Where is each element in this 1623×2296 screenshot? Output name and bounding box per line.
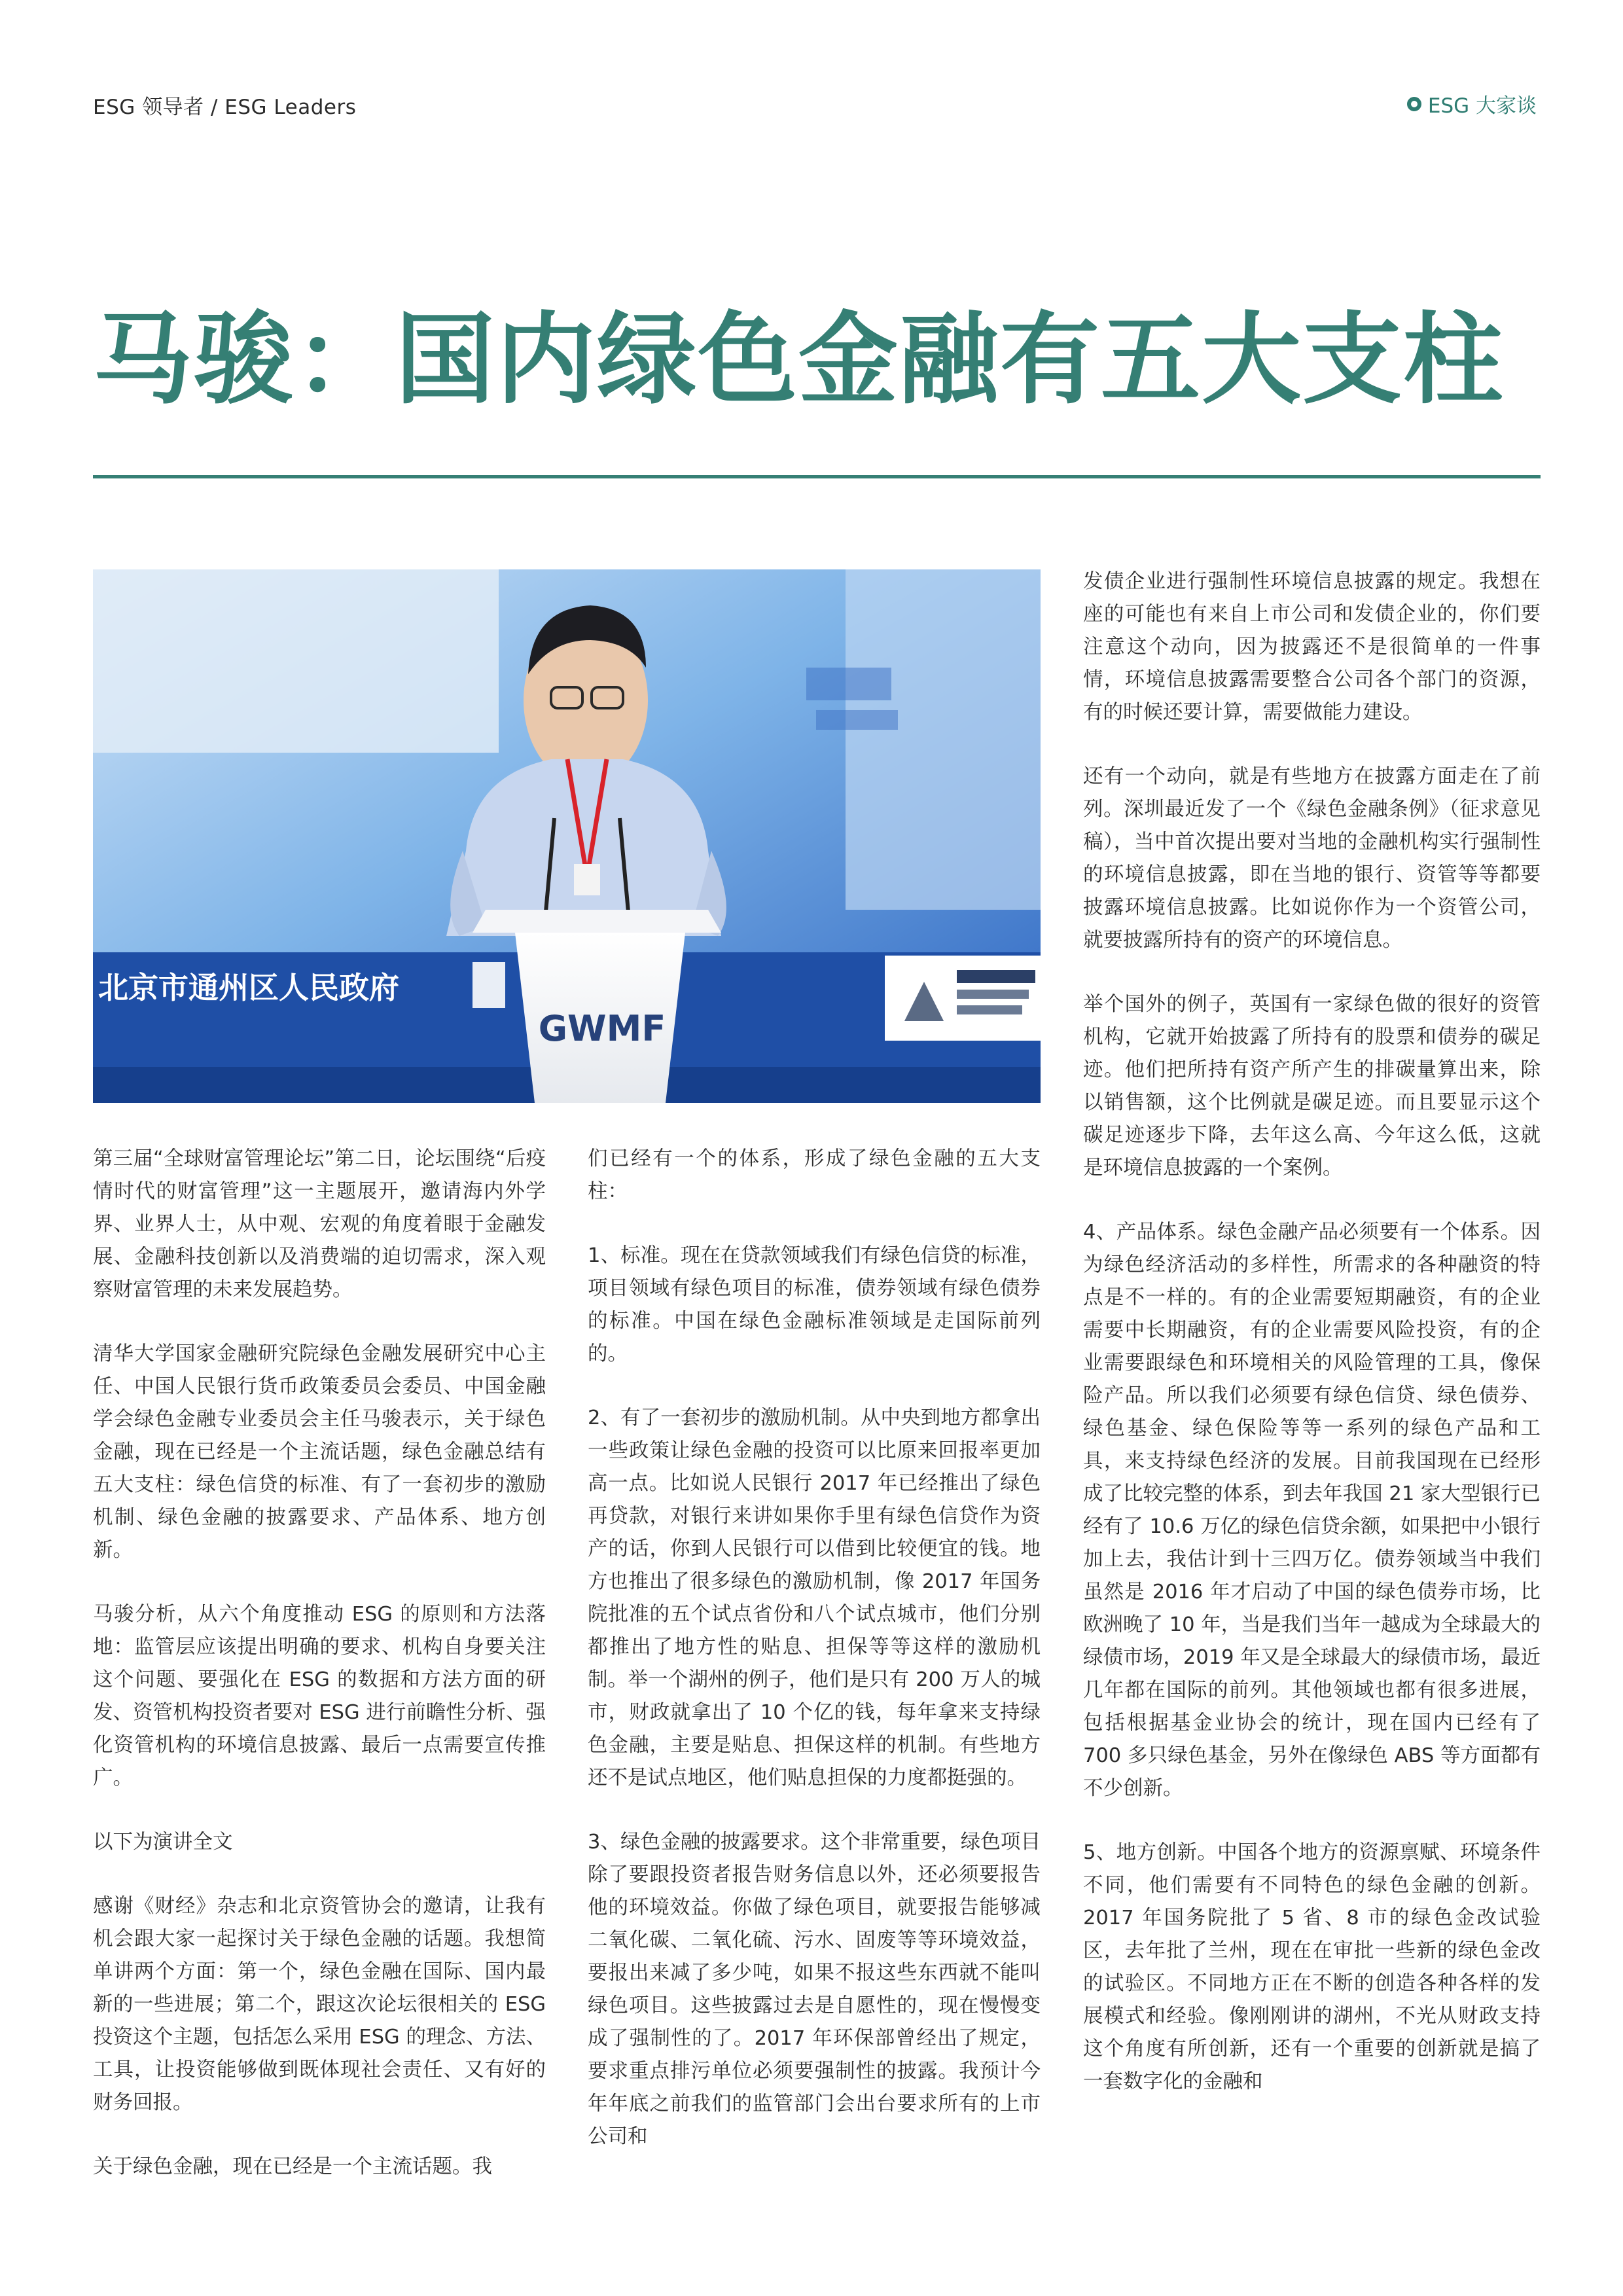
paragraph: 举个国外的例子，英国有一家绿色做的很好的资管机构，它就开始披露了所持有的股票和债券的碳足迹。他们把所持有资产所产生的排碳量算出来，除以销售额，这个比例就是碳足迹。而且要显示这个碳足迹逐步下降，去年这么高、今年这么低，这就是环境信息披露的一个案例。 — [1083, 993, 1541, 1179]
paragraph: 们已经有一个的体系，形成了绿色金融的五大支柱： — [588, 1147, 1041, 1203]
paragraph: 5、地方创新。中国各个地方的资源禀赋、环境条件不同，他们需要有不同特色的绿色金融的创新。2017 年国务院批了 5 省、8 市的绿色金改试验区，去年批了兰州，现在在审批一些新的绿色金改的试验区。不同地方正在不断的创造各种各样的发展模式和经验。像刚刚讲的湖州，不光从财政支持这个角度有所创新，还有一个重要的创新就是搞了一套数字化的金融和 — [1083, 1841, 1541, 2093]
paragraph: 马骏分析，从六个角度推动 ESG 的原则和方法落地：监管层应该提出明确的要求、机构自身要关注这个问题、要强化在 ESG 的数据和方法方面的研发、资管机构投资者要对 ESG 进行前瞻性分析、强化资管机构的环境信息披露、最后一点需要宣传推广。 — [93, 1603, 546, 1789]
paragraph: 清华大学国家金融研究院绿色金融发展研究中心主任、中国人民银行货币政策委员会委员、中国金融学会绿色金融专业委员会主任马骏表示，关于绿色金融，现在已经是一个主流话题，绿色金融总结有五大支柱：绿色信贷的标准、有了一套初步的激励机制、绿色金融的披露要求、产品体系、地方创新。 — [93, 1342, 546, 1562]
column-2 — [588, 1143, 1041, 2185]
paragraph: 关于绿色金融，现在已经是一个主流话题。我 — [93, 2155, 492, 2178]
banner-text: 北京市通州区人民政府 — [98, 970, 399, 1005]
article-title: 马骏：国内绿色金融有五大支柱 — [93, 302, 1504, 418]
paragraph: 以下为演讲全文 — [93, 1831, 233, 1854]
section-tag-label: ESG 大家谈 — [1427, 94, 1537, 118]
column-1 — [93, 1143, 546, 2215]
paragraph: 还有一个动向，就是有些地方在披露方面走在了前列。深圳最近发了一个《绿色金融条例》（征求意见稿），当中首次提出要对当地的金融机构实行强制性的环境信息披露，即在当地的银行、资管等等都要披露环境信息披露。比如说你作为一个资管公司，就要披露所持有的资产的环境信息。 — [1083, 765, 1541, 952]
paragraph: 4、产品体系。绿色金融产品必须要有一个体系。因为绿色经济活动的多样性，所需求的各种融资的特点是不一样的。有的企业需要短期融资，有的企业需要中长期融资，有的企业需要风险投资，有的企业需要跟绿色和环境相关的风险管理的工具，像保险产品。所以我们必须要有绿色信贷、绿色债券、绿色基金、绿色保险等等一系列的绿色产品和工具，来支持绿色经济的发展。目前我国现在已经形成了比较完整的体系，到去年我国 21 家大型银行已经有了 10.6 万亿的绿色信贷余额，如果把中小银行加上去，我估计到十三四万亿。债券领域当中我们虽然是 2016 年才启动了中国的绿色债券市场，比欧洲晚了 10 年，当是我们当年一越成为全球最大的绿债市场，2019 年又是全球最大的绿债市场，最近几年都在国际的前列。其他领域也都有很多进展，包括根据基金业协会的统计，现在国内已经有了 700 多只绿色基金，另外在像绿色 ABS 等方面都有不少创新。 — [1083, 1221, 1541, 1800]
paragraph: 3、绿色金融的披露要求。这个非常重要，绿色项目除了要跟投资者报告财务信息以外，还必须要报告他的环境效益。你做了绿色项目，就要报告能够减二氧化碳、二氧化硫、污水、固废等等环境效益，要报出来减了多少吨，如果不报这些东西就不能叫绿色项目。这些披露过去是自愿性的，现在慢慢变成了强制性的了。2017 年环保部曾经出了规定，要求重点排污单位必须要强制性的披露。我预计今年年底之前我们的监管部门会出台要求所有的上市公司和 — [588, 1831, 1041, 2148]
running-head: ESG 领导者 / ESG Leaders — [93, 96, 357, 119]
title-divider — [93, 475, 1541, 478]
column-3 — [1083, 565, 1541, 2130]
paragraph: 2、有了一套初步的激励机制。从中央到地方都拿出一些政策让绿色金融的投资可以比原来回报率更加高一点。比如说人民银行 2017 年已经推出了绿色再贷款，对银行来讲如果你手里有绿色信贷作为资产的话，你到人民银行可以借到比较便宜的钱。地方也推出了很多绿色的激励机制，像 2017 年国务院批准的五个试点省份和八个试点城市，他们分别都推出了地方性的贴息、担保等等这样的激励机制。举一个湖州的例子，他们是只有 200 万人的城市，财政就拿出了 10 个亿的钱，每年拿来支持绿色金融，主要是贴息、担保这样的机制。有些地方还不是试点地区，他们贴息担保的力度都挺强的。 — [588, 1407, 1041, 1789]
paragraph: 感谢《财经》杂志和北京资管协会的邀请，让我有机会跟大家一起探讨关于绿色金融的话题。我想简单讲两个方面：第一个，绿色金融在国际、国内最新的一些进展；第二个，跟这次论坛很相关的 ESG 投资这个主题，包括怎么采用 ESG 的理念、方法、工具，让投资能够做到既体现社会责任、又有好的财务回报。 — [93, 1895, 546, 2114]
speaker-photo — [93, 569, 1041, 1103]
paragraph: 发债企业进行强制性环境信息披露的规定。我想在座的可能也有来自上市公司和发债企业的，你们要注意这个动向，因为披露还不是很简单的一件事情，环境信息披露需要整合公司各个部门的资源，有的时候还要计算，需要做能力建设。 — [1083, 570, 1541, 724]
paragraph: 第三届“全球财富管理论坛”第二日，论坛围绕“后疫情时代的财富管理”这一主题展开，邀请海内外学界、业界人士，从中观、宏观的角度着眼于金融发展、金融科技创新以及消费端的迫切需求，深入观察财富管理的未来发展趋势。 — [93, 1147, 546, 1301]
podium-logo: GWMF — [538, 1008, 666, 1049]
paragraph: 1、标准。现在在贷款领域我们有绿色信贷的标准，项目领域有绿色项目的标准，债券领域有绿色债券的标准。中国在绿色金融标准领域是走国际前列的。 — [588, 1244, 1041, 1365]
speaker-at-podium-photo — [93, 569, 1041, 1103]
ring-icon — [1407, 97, 1421, 111]
section-tag — [1407, 89, 1537, 118]
